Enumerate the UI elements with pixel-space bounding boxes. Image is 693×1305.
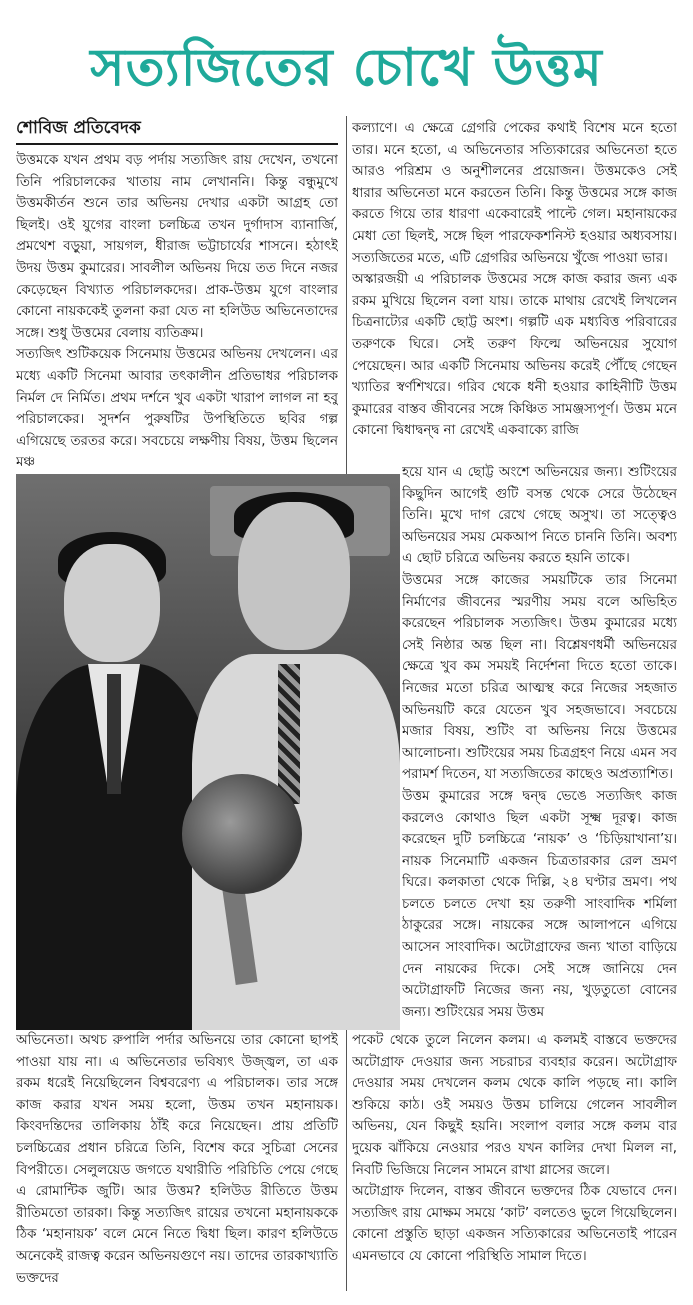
headline: সত্যজিতের চোখে উত্তম: [90, 38, 603, 98]
photo-person-right-head: [238, 502, 350, 650]
article-column-right-middle: [402, 462, 677, 1032]
paragraph: পকেট থেকে তুলে নিলেন কলম। এ কলমই বাস্তবে ভক্তদের অটোগ্রাফ দেওয়ার জন্য সচরাচর ব্যবহার করেন। অটোগ্রাফ দেওয়ার সময় দেখলেন কলম থেকে কালি পড়ছে না। কালি শুকিয়ে কাঠ। ওই সময়ও উত্তম চালিয়ে গেলেন সাবলীল অভিনয়, যেন কিছুই হয়নি। সংলাপ বলার সঙ্গে কলম বার দুয়েক ঝাঁকিয়ে নেওয়ার পরও যখন কালির দেখা মিলল না, নিবটি ভিজিয়ে নিলেন সামনে রাখা গ্লাসের জলে।: [352, 1033, 677, 1178]
article-column-right-top: [352, 118, 677, 466]
article-column-right-bottom: [352, 1030, 677, 1292]
photo-tie-right: [278, 664, 300, 804]
article-column-left-bottom: [16, 1030, 338, 1292]
paragraph: উত্তমের সঙ্গে কাজের সময়টিকে তার সিনেমা নির্মাণের জীবনের স্মরণীয় সময় বলে অভিহিত করেছেন পরিচালক সত্যজিৎ। উত্তম কুমারের মধ্যে সেই নিষ্ঠার অন্ত ছিল না। বিশ্লেষণধর্মী অভিনয়ের ক্ষেত্রে খুব কম সময়ই নির্দেশনা দিতে হতো তাকে। নিজের মতো চরিত্র আত্মস্থ করে নিজের সহজাত অভিনয়টি করে যেতেন খুব সহজভাবে। সবচেয়ে মজার বিষয়, শুটিং বা অভিনয় নিয়ে উত্তমের আলোচনা। শুটিংয়ের সময় চিত্রগ্রহণ নিয়ে এমন সব পরামর্শ দিতেন, যা সত্যজিতের কাছেও অপ্রত্যাশিত।: [402, 572, 677, 783]
paragraph: উত্তম কুমারের সঙ্গে দ্বন্দ্ব ভেঙে সত্যজিৎ কাজ করলেও কোথাও ছিল একটা সূক্ষ্ম দূরত্ব। কাজ করেছেন দুটি চলচ্চিত্রে ‘নায়ক’ ও ‘চিড়িয়াখানা’য়। নায়ক সিনেমাটি একজন চিত্রতারকার রেল ভ্রমণ ঘিরে। কলকাতা থেকে দিল্লি, ২৪ ঘণ্টার ভ্রমণ। পথ চলতে চলতে দেখা হয় তরুণী সাংবাদিক শর্মিলা ঠাকুরের সঙ্গে। নায়কের সঙ্গে আলাপনে এগিয়ে আসেন সাংবাদিক। অটোগ্রাফের জন্য খাতা বাড়িয়ে দেন নায়কের দিকে। সেই সঙ্গে জানিয়ে দেন অটোগ্রাফটি নিজের জন্য নয়, খুড়তুতো বোনের জন্য। শুটিংয়ের সময় উত্তম: [402, 788, 677, 1020]
article-column-left-top: [16, 150, 338, 472]
paragraph: হয়ে যান এ ছোট্ট অংশে অভিনয়ের জন্য। শুটিংয়ের কিছুদিন আগেই গুটি বসন্ত থেকে সেরে উঠেছেন তিনি। মুখে দাগ রেখে গেছে অসুখ। তা সত্ত্বেও অভিনয়ের সময় মেকআপ নিতে চাননি তিনি। অবশ্য এ ছোট চরিত্রে অভিনয় করতে হয়নি তাকে।: [402, 465, 677, 567]
article-photo: [16, 474, 400, 1030]
paragraph: অভিনেতা। অথচ রুপালি পর্দার অভিনয়ে তার কোনো ছাপই পাওয়া যায় না। এ অভিনেতার ভবিষ্যৎ উজ্জ্বল, তা এক রকম ধরেই নিয়েছিলেন বিশ্ববরেণ্য এ পরিচালক। তার সঙ্গে কাজ করার যখন সময় হলো, উত্তম তখন মহানায়ক। কিংবদন্তিদের তালিকায় ঠাঁই করে নিয়েছেন। প্রায় প্রতিটি চলচ্চিত্রের প্রধান চরিত্রে তিনি, বিশেষ করে সুচিত্রা সেনের বিপরীতে। সেলুলয়েড জগতে যথারীতি পরিচিতি পেয়ে গেছে এ রোমান্টিক জুটি। আর উত্তম? হলিউড রীতিতে উত্তম রীতিমতো তারকা। কিন্তু সত্যজিৎ রায়ের তখনো মহানায়ককে ঠিক ‘মহানায়ক’ বলে মেনে নিতে দ্বিধা ছিল। কারণ হলিউডে অনেকেই রাজত্ব করেন অভিনয়গুণে নয়। তাদের তারকাখ্যাতি ভক্তদের: [16, 1033, 338, 1286]
paragraph: অটোগ্রাফ দিলেন, বাস্তব জীবনে ভক্তদের ঠিক যেভাবে দেন। সত্যজিৎ রায় মোক্ষম সময়ে ‘কাট’ বলতেও ভুলে গিয়েছিলেন। কোনো প্রস্তুতি ছাড়া একজন সত্যিকারের অভিনেতাই পারেন এমনভাবে যে কোনো পরিস্থিতি সামাল দিতে।: [352, 1184, 677, 1264]
photo-tie-left: [107, 674, 121, 794]
paragraph: কল্যাণে। এ ক্ষেত্রে গ্রেগরি পেকের কথাই বিশেষ মনে হতো তার। মনে হতো, এ অভিনেতার সত্যিকারের অভিনেতা হতে আরও পরিশ্রম ও অনুশীলনের প্রয়োজন। উত্তমকেও সেই ধারার অভিনেতা মনে করতেন তিনি। কিন্তু উত্তমের সঙ্গে কাজ করতে গিয়ে তার ধারণা একেবারেই পাল্টে গেল। মহানায়কের মেধা তো ছিলই, সঙ্গে ছিল পারফেকশনিস্ট হওয়ার অধ্যবসায়। সত্যজিতের মতে, এটি গ্রেগরির অভিনয়ে খুঁজে পাওয়া ভার।: [352, 121, 677, 266]
photo-bouquet: [182, 774, 302, 894]
byline: শোবিজ প্রতিবেদক: [16, 118, 141, 138]
byline-rule: [16, 143, 338, 145]
paragraph: অস্কারজয়ী এ পরিচালক উত্তমের সঙ্গে কাজ করার জন্য এক রকম মুখিয়ে ছিলেন বলা যায়। তাকে মাথায় রেখেই লিখলেন চিত্রনাট্যের একটি ছোট্ট অংশ। গল্পটি এক মধ্যবিত্ত পরিবারের তরুণকে ঘিরে। সেই তরুণ ফিল্মে অভিনয়ের সুযোগ পেয়েছেন। আর একটি সিনেমায় অভিনয় করেই পৌঁছে গেছেন খ্যাতির স্বর্ণশিখরে। গরিব থেকে ধনী হওয়ার কাহিনীটি উত্তম কুমারের বাস্তব জীবনের সঙ্গে কিঞ্চিত সামঞ্জস্যপূর্ণ। উত্তম মনে কোনো দ্বিধাদ্বন্দ্ব না রেখেই একবাক্যে রাজি: [352, 272, 677, 439]
paragraph: উত্তমকে যখন প্রথম বড় পর্দায় সত্যজিৎ রায় দেখেন, তখনো তিনি পরিচালকের খাতায় নাম লেখাননি। কিন্তু বন্ধুমুখে উত্তমকীর্তন শুনে তার অভিনয় দেখার একটা আগ্রহ তো ছিলই। ওই যুগের বাংলা চলচ্চিত্র তখন দুর্গাদাস ব্যানার্জি, প্রমথেশ বড়ুয়া, সায়গল, ধীরাজ ভট্টাচার্যের শাসনে। হঠাৎই উদয় উত্তম কুমারের। সাবলীল অভিনয় দিয়ে তত দিনে নজর কেড়েছেন বিখ্যাত পরিচালকদের। প্রাক-উত্তম যুগে বাংলার কোনো নায়ককেই তুলনা করা যেত না হলিউড অভিনেতাদের সঙ্গে। শুধু উত্তমের বেলায় ব্যতিক্রম।: [16, 153, 338, 341]
paragraph: সত্যজিৎ শুটিকয়েক সিনেমায় উত্তমের অভিনয় দেখলেন। এর মধ্যে একটি সিনেমা আবার তৎকালীন প্রতিভাধর পরিচালক নির্মল দে নির্মিত। প্রথম দর্শনে খুব একটা খারাপ লাগল না হবু পরিচালকের। সুদর্শন পুরুষটির উপস্থিতিতে ছবির গল্প এগিয়েছে তরতর করে। সবচেয়ে লক্ষণীয় বিষয়, উত্তম ছিলেন মঞ্চ: [16, 347, 338, 471]
photo-person-left-head: [64, 544, 160, 662]
